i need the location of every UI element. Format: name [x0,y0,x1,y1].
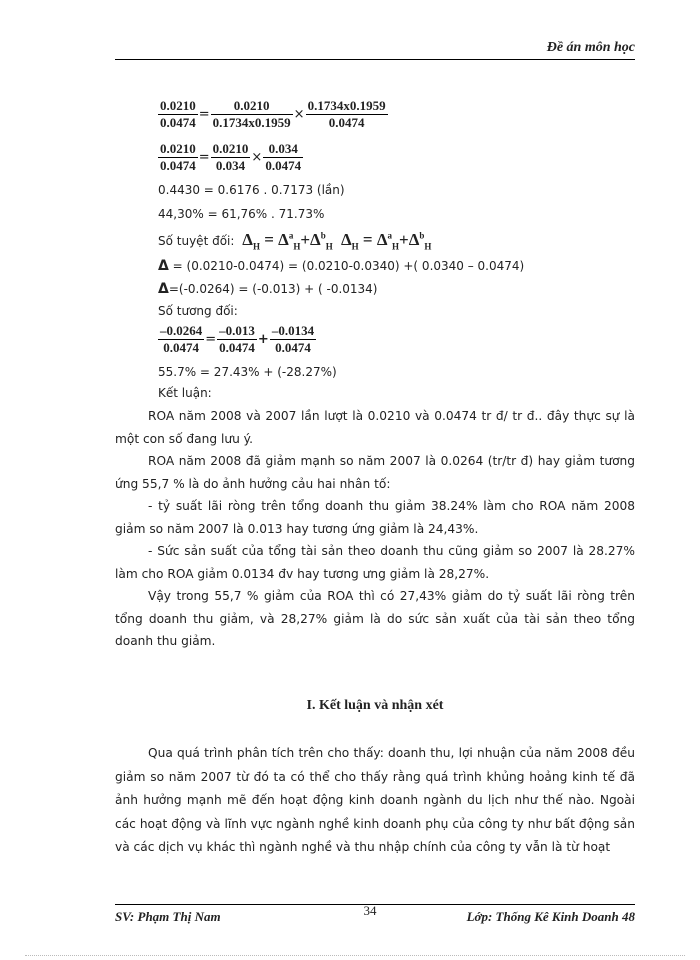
footer-student: SV: Phạm Thị Nam [115,909,221,924]
formula-line-7: Δ=(-0.0264) = (-0.013) + ( -0.0134) [158,281,378,297]
formula-line-4: 44,30% = 61,76% . 71.73% [158,207,325,221]
page-number: 34 [363,903,377,918]
formula-1: $\frac{0.0210}{0.0474}$ = $\frac{0.0210}{0.1734x0.1959}$ × $\frac{0.1734x0.1959}{0.0474}$ [160,98,386,130]
fraction: $\frac{0.1734x0.1959}{0.0474}$ [307,98,386,130]
paragraph-5: Vậy trong 55,7 % giảm của ROA thì có 27,43% giảm do tỷ suất lãi ròng trên tổng doanh thu giảm, và 28,27% giảm là do sức sản xuất của tài sản theo tổng doanh thu giảm. [115,589,635,648]
fraction: $\frac{-0.0264}{0.0474}$ [160,323,203,355]
formula-line-6: Δ = (0.0210-0.0474) = (0.0210-0.0340) +( 0.0340 – 0.0474) [158,258,525,274]
conclusion-label: Kết luận: [158,386,212,400]
fraction: $\frac{0.034}{0.0474}$ [265,141,302,173]
absolute-label: Số tuyệt đối: [158,234,235,248]
fraction: $\frac{-0.0134}{0.0474}$ [271,323,315,355]
fraction: $\frac{0.0210}{0.0474}$ [160,141,196,173]
page-header: Đề án môn học [546,40,635,55]
fraction: $\frac{0.0210}{0.0474}$ [160,98,196,130]
fraction: $\frac{0.0210}{0.034}$ [212,141,249,173]
formula-2: $\frac{0.0210}{0.0474}$ = $\frac{0.0210}{0.034}$ × $\frac{0.034}{0.0474}$ [160,141,302,173]
paragraph-1: ROA năm 2008 và 2007 lần lượt là 0.0210 và 0.0474 tr đ/ tr đ.. đây thực sự là một con số đang lưu ý. [115,409,635,446]
header-divider [115,59,635,60]
formula-line-9: 55.7% = 27.43% + (-28.27%) [158,365,337,379]
paragraph-4: - Sức sản suất của tổng tài sản theo doanh thu cũng giảm so 2007 là 28.27% làm cho ROA giảm 0.0134 đv hay tương ưng giảm là 28,27%. [115,544,635,581]
section-title: I. Kết luận và nhận xét [306,698,444,713]
relative-label: Số tương đối: [158,304,238,318]
formula-line-3: 0.4430 = 0.6176 . 0.7173 (lần) [158,183,345,197]
delta-equation: $\Delta_H = \Delta^a_H+\Delta^b_H$ $\Delta_H = \Delta^a_H+\Delta^b_H$ [242,230,432,252]
absolute-change-row [158,230,431,251]
page-bottom-border [25,955,685,956]
formula-3: $\frac{-0.0264}{0.0474}$ = $\frac{-0.013}{0.0474}$ + $\frac{-0.0134}{0.0474}$ [160,323,315,355]
fraction: $\frac{0.0210}{0.1734x0.1959}$ [212,98,291,130]
paragraph-3: - tỷ suất lãi ròng trên tổng doanh thu giảm 38.24% làm cho ROA năm 2008 giảm so năm 2007 là 0.013 hay tương ứng giảm là 24,43%. [115,499,635,536]
footer-class: Lớp: Thống Kê Kinh Doanh 48 [466,909,635,924]
paragraph-2: ROA năm 2008 đã giảm mạnh so năm 2007 là 0.0264 (tr/tr đ) hay giảm tương ứng 55,7 % là do ảnh hưởng cảu hai nhân tố: [115,454,635,491]
fraction: $\frac{-0.013}{0.0474}$ [219,323,255,355]
final-paragraph: Qua quá trình phân tích trên cho thấy: doanh thu, lợi nhuận của năm 2008 đều giảm so năm 2007 từ đó ta có thể cho thấy rằng quá trình khủng hoảng kinh tế đã ảnh hưởng mạnh mẽ đến hoạt động kinh doanh ngành du lịch như thế nào. Ngoài các hoạt động và lĩnh vực ngành nghề kinh doanh phụ của công ty như bất động sản và các dịch vụ khác thì ngành nghề và thu nhập chính của công ty vẫn là từ hoạt [115,746,635,854]
